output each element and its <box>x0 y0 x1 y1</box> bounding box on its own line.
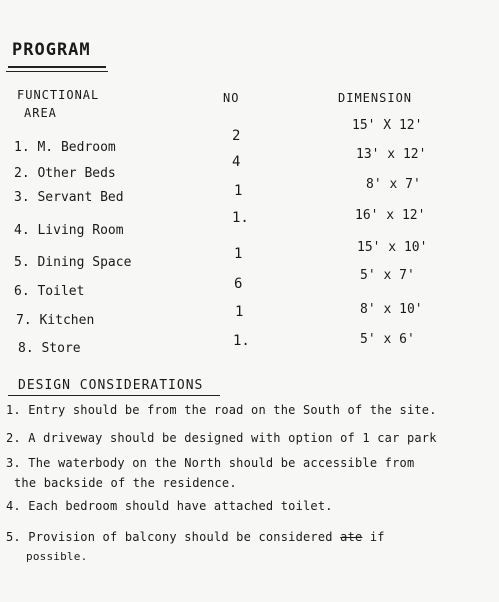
program-row-label: 2. Other Beds <box>14 166 116 181</box>
consideration-continuation: possible. <box>26 550 88 563</box>
program-row-label: 4. Living Room <box>14 223 124 238</box>
program-row-dim: 13' x 12' <box>356 147 427 162</box>
program-row-label: 8. Store <box>18 341 81 356</box>
program-row-no: 2 <box>232 128 241 144</box>
program-row-dim: 15' x 10' <box>357 240 428 255</box>
struck-word: ate <box>340 530 363 544</box>
design-title-underline <box>8 395 220 396</box>
program-title-underline <box>8 66 106 68</box>
program-row-label: 6. Toilet <box>14 284 85 299</box>
program-row-no: 1 <box>234 183 243 199</box>
consideration-item <box>6 456 414 470</box>
program-row-no: 4 <box>232 154 241 170</box>
consideration-number: 5. <box>6 530 21 544</box>
program-row-label: 1. M. Bedroom <box>14 140 116 155</box>
consideration-text: A driveway should be designed with option of 1 car park <box>28 431 437 445</box>
consideration-number: 1. <box>6 403 21 417</box>
header-dimension: DIMENSION <box>338 91 413 105</box>
program-row-dim: 8' x 7' <box>366 177 421 192</box>
consideration-number: 4. <box>6 499 21 513</box>
consideration-text: Entry should be from the road on the South of the site. <box>28 403 437 417</box>
consideration-number: 2. <box>6 431 21 445</box>
program-title: PROGRAM <box>12 40 91 60</box>
consideration-item <box>6 431 437 445</box>
program-row-dim: 15' X 12' <box>352 118 423 133</box>
consideration-text: The waterbody on the North should be accessible from <box>28 456 415 470</box>
consideration-continuation: the backside of the residence. <box>14 476 237 490</box>
program-row-label: 5. Dining Space <box>14 255 132 270</box>
consideration-number: 3. <box>6 456 21 470</box>
program-title-underline-2 <box>6 71 108 72</box>
program-row-dim: 16' x 12' <box>355 208 426 223</box>
header-functional: FUNCTIONAL <box>17 88 100 102</box>
program-row-dim: 5' x 7' <box>360 268 415 283</box>
consideration-item <box>6 499 333 513</box>
consideration-text: Each bedroom should have attached toilet. <box>28 499 333 513</box>
program-row-no: 6 <box>234 276 243 292</box>
program-row-label: 7. Kitchen <box>16 313 95 328</box>
consideration-text: Provision of balcony should be considered <box>28 530 333 544</box>
program-row-no: 1 <box>235 304 244 320</box>
header-no: NO <box>223 91 240 105</box>
program-row-dim: 5' x 6' <box>360 332 415 347</box>
program-row-no: 1. <box>233 333 250 349</box>
header-area: AREA <box>24 106 57 120</box>
design-considerations-title: DESIGN CONSIDERATIONS <box>18 378 204 393</box>
consideration-item <box>6 530 385 544</box>
program-row-no: 1. <box>232 210 249 226</box>
program-row-label: 3. Servant Bed <box>14 190 124 205</box>
program-row-no: 1 <box>234 246 243 262</box>
consideration-text-end: if <box>369 530 385 544</box>
program-row-dim: 8' x 10' <box>360 302 423 317</box>
consideration-item <box>6 403 437 417</box>
